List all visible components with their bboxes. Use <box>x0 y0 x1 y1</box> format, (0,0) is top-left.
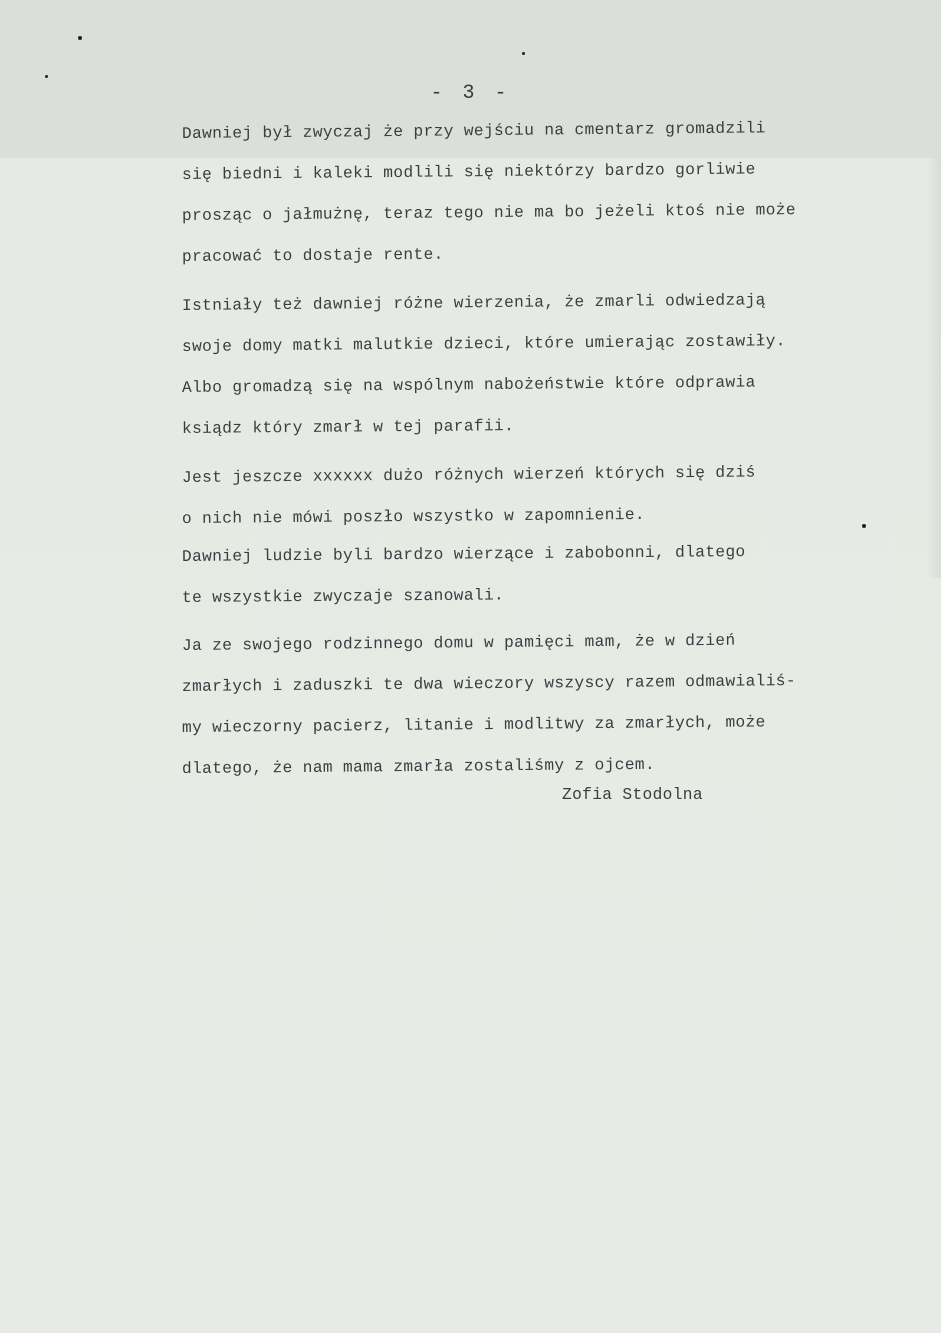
text-line: Dawniej ludzie byli bardzo wierzące i zabobonni, dlatego <box>181 543 746 566</box>
text-line: Jest jeszcze xxxxxx dużo różnych wierzeń których się dziś <box>181 463 756 487</box>
scan-speck <box>522 52 525 55</box>
text-line: ksiądz który zmarł w tej parafii. <box>181 417 515 438</box>
text-line: dlatego, że nam mama zmarła zostaliśmy z ojcem. <box>181 755 656 778</box>
text-line: te wszystkie zwyczaje szanowali. <box>181 586 505 607</box>
text-line: my wieczorny pacierz, litanie i modlitwy za zmarłych, może <box>181 713 766 737</box>
scan-edge-shadow <box>927 158 941 578</box>
signature-name: Zofia Stodolna <box>562 786 703 804</box>
text-line: Albo gromadzą się na wspólnym nabożeństwie które odprawia <box>181 373 756 397</box>
text-line: prosząc o jałmużnę, teraz tego nie ma bo jeżeli ktoś nie może <box>181 201 796 225</box>
text-line: Dawniej był zwyczaj że przy wejściu na cmentarz gromadzili <box>181 119 766 143</box>
text-line: swoje domy matki malutkie dzieci, które umierając zostawiły. <box>181 332 786 356</box>
text-line: zmarłych i zaduszki te dwa wieczory wszyscy razem odmawialiś- <box>181 672 796 696</box>
text-line: Istniały też dawniej różne wierzenia, że zmarli odwiedzają <box>181 291 766 315</box>
scan-speck <box>78 36 82 40</box>
typed-body-text <box>181 119 902 779</box>
page-number: - 3 - <box>430 82 511 105</box>
text-line: pracować to dostaje rente. <box>181 245 444 266</box>
text-line: się biedni i kaleki modlili się niektórzy bardzo gorliwie <box>181 160 756 184</box>
text-line: Ja ze swojego rodzinnego domu w pamięci mam, że w dzień <box>181 631 736 655</box>
text-line: o nich nie mówi poszło wszystko w zapomnienie. <box>181 505 646 528</box>
scan-speck <box>45 75 48 78</box>
